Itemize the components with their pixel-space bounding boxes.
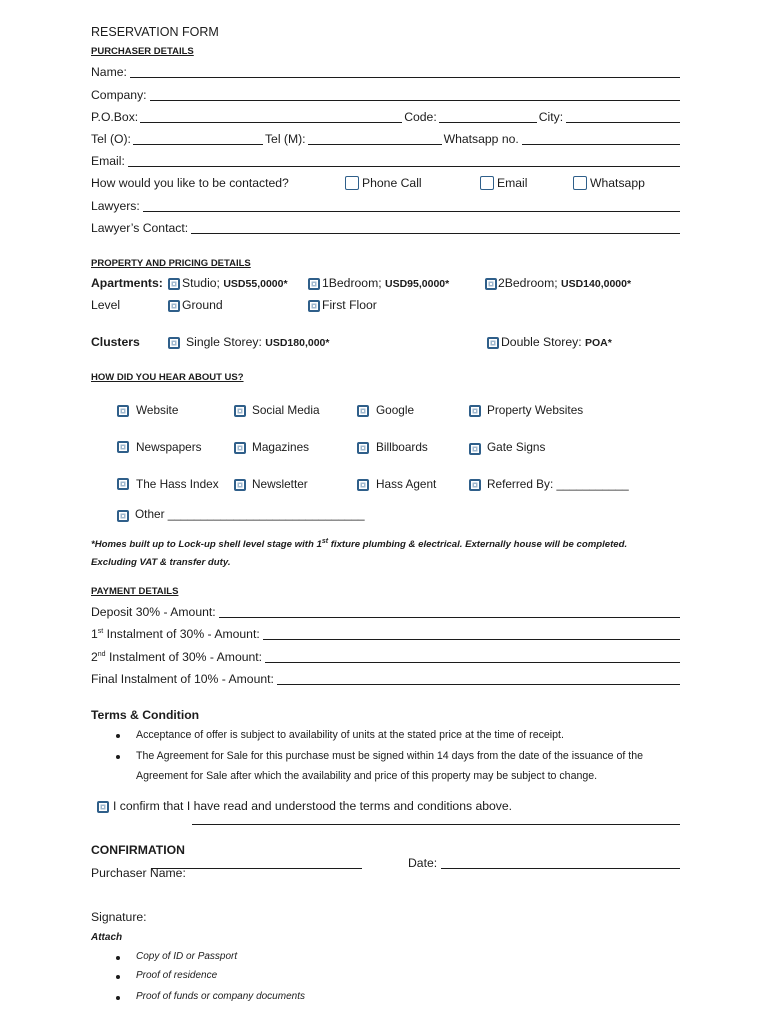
whatsapp-option-label: Whatsapp — [590, 176, 645, 190]
two-bedroom-price: USD140,0000* — [561, 278, 632, 290]
apartments-label: Apartments: — [91, 276, 163, 290]
second-sup: nd — [97, 650, 106, 658]
attach-item-3: Proof of funds or company documents — [136, 991, 305, 1002]
studio-label: Studio; — [182, 276, 220, 290]
name-field[interactable] — [130, 77, 680, 78]
one-bedroom-price: USD95,0000* — [385, 278, 450, 290]
signature-label: Signature: — [91, 910, 147, 924]
single-storey-price: USD180,000* — [265, 337, 330, 349]
clusters-label: Clusters — [91, 335, 140, 349]
first-sup: st — [97, 627, 104, 635]
lawyers-contact-row — [91, 220, 680, 236]
confirm-terms-checkbox[interactable] — [97, 801, 109, 813]
first-instalment-row — [91, 626, 680, 642]
homes-note-line2: Excluding VAT & transfer duty. — [91, 557, 231, 568]
newsletter-checkbox[interactable] — [234, 479, 246, 491]
terms-bullet-2 — [116, 755, 120, 759]
property-websites-checkbox[interactable] — [469, 405, 481, 417]
address-row — [91, 109, 680, 125]
property-websites-label: Property Websites — [487, 403, 584, 417]
lawyers-label: Lawyers: — [91, 199, 140, 213]
date-field[interactable] — [441, 868, 680, 869]
studio-price: USD55,0000* — [223, 278, 288, 290]
email-option-label: Email — [497, 176, 528, 190]
second-instalment-label — [91, 650, 262, 665]
confirmation-heading: CONFIRMATION — [91, 843, 185, 857]
tel-m-field[interactable] — [308, 144, 442, 145]
final-instalment-row — [91, 671, 680, 687]
purchaser-name-field[interactable] — [151, 868, 362, 869]
homes-note-line1 — [91, 539, 627, 551]
email-checkbox[interactable] — [480, 176, 494, 190]
referred-by-checkbox[interactable] — [469, 479, 481, 491]
purchaser-name-label: Purchaser Name: — [91, 866, 186, 880]
billboards-label: Billboards — [376, 440, 428, 454]
attach-label: Attach — [91, 932, 123, 943]
tel-m-label: Tel (M): — [264, 132, 306, 146]
ground-label: Ground — [182, 298, 223, 312]
ground-checkbox[interactable] — [168, 300, 180, 312]
two-bedroom-option — [498, 276, 631, 292]
website-label: Website — [136, 403, 179, 417]
first-text: Instalment of 30% - Amount: — [103, 627, 260, 641]
first-num: 1 — [91, 627, 98, 641]
first-floor-label: First Floor — [322, 298, 377, 312]
email-field[interactable] — [128, 166, 680, 167]
phone-call-checkbox[interactable] — [345, 176, 359, 190]
company-label: Company: — [91, 88, 147, 102]
name-label: Name: — [91, 65, 127, 79]
referred-by-label: Referred By: ___________ — [487, 477, 629, 491]
second-num: 2 — [91, 650, 98, 664]
newsletter-label: Newsletter — [252, 477, 308, 491]
single-storey-checkbox[interactable] — [168, 337, 180, 349]
confirm-terms-text: I confirm that I have read and understood the terms and conditions above. — [113, 799, 513, 813]
whatsapp-label: Whatsapp no. — [443, 132, 519, 146]
hass-agent-checkbox[interactable] — [357, 479, 369, 491]
terms-heading: Terms & Condition — [91, 708, 200, 722]
level-label: Level — [91, 298, 121, 312]
city-field[interactable] — [566, 122, 680, 123]
tel-o-field[interactable] — [133, 144, 263, 145]
billboards-checkbox[interactable] — [357, 442, 369, 454]
social-media-checkbox[interactable] — [234, 405, 246, 417]
two-bedroom-label: 2Bedroom; — [498, 276, 558, 290]
google-label: Google — [376, 403, 415, 417]
two-bedroom-checkbox[interactable] — [485, 278, 497, 290]
deposit-amount-field[interactable] — [219, 617, 680, 618]
lawyers-field[interactable] — [143, 211, 680, 212]
second-text: Instalment of 30% - Amount: — [105, 650, 263, 664]
name-row — [91, 64, 680, 80]
note-line1-a: *Homes built up to Lock-up shell level stage with 1 — [91, 539, 322, 550]
second-instalment-field[interactable] — [265, 662, 680, 663]
single-storey-option — [186, 335, 329, 351]
studio-checkbox[interactable] — [168, 278, 180, 290]
website-checkbox[interactable] — [117, 405, 129, 417]
gate-signs-label: Gate Signs — [487, 440, 546, 454]
double-storey-label: Double Storey: — [501, 335, 582, 349]
lawyers-contact-field[interactable] — [191, 233, 680, 234]
deposit-row — [91, 604, 680, 620]
terms-item-2-line1: The Agreement for Sale for this purchase must be signed within 14 days from the date of the issuance of the — [136, 750, 644, 762]
hass-index-checkbox[interactable] — [117, 478, 129, 490]
code-label: Code: — [404, 110, 437, 124]
contact-question: How would you like to be contacted? — [91, 176, 289, 190]
attach-bullet-1 — [116, 956, 120, 960]
city-label: City: — [538, 110, 564, 124]
second-instalment-row — [91, 649, 680, 665]
magazines-checkbox[interactable] — [234, 442, 246, 454]
terms-item-1: Acceptance of offer is subject to availability of units at the stated price at the time of receipt. — [136, 729, 564, 741]
attach-bullet-3 — [116, 996, 120, 1000]
deposit-label: Deposit 30% - Amount: — [91, 605, 216, 619]
form-title: RESERVATION FORM — [91, 25, 219, 39]
terms-item-2-line2: Agreement for Sale after which the availability and price of this property may be subject to change. — [136, 770, 598, 782]
one-bedroom-checkbox[interactable] — [308, 278, 320, 290]
email-row — [91, 153, 680, 169]
magazines-label: Magazines — [252, 440, 310, 454]
pobox-label: P.O.Box: — [91, 110, 139, 124]
note-line1-b: fixture plumbing & electrical. Externally house will be completed. — [328, 539, 628, 550]
gate-signs-checkbox[interactable] — [469, 443, 481, 455]
double-storey-checkbox[interactable] — [487, 337, 499, 349]
final-instalment-label: Final Instalment of 10% - Amount: — [91, 672, 274, 686]
one-bedroom-label: 1Bedroom; — [322, 276, 382, 290]
note-line1-sup: st — [321, 537, 329, 545]
google-checkbox[interactable] — [357, 405, 369, 417]
whatsapp-field[interactable] — [522, 144, 680, 145]
whatsapp-checkbox[interactable] — [573, 176, 587, 190]
terms-signature-line — [192, 824, 680, 825]
company-row — [91, 87, 680, 103]
social-media-label: Social Media — [252, 403, 320, 417]
purchaser-heading: PURCHASER DETAILS — [91, 46, 194, 57]
attach-bullet-2 — [116, 975, 120, 979]
phone-call-label: Phone Call — [362, 176, 422, 190]
first-floor-checkbox[interactable] — [308, 300, 320, 312]
hass-agent-label: Hass Agent — [376, 477, 437, 491]
final-instalment-field[interactable] — [277, 684, 680, 685]
newspapers-checkbox[interactable] — [117, 441, 129, 453]
company-field[interactable] — [150, 100, 680, 101]
double-storey-price: POA* — [585, 337, 612, 349]
single-storey-label: Single Storey: — [186, 335, 262, 349]
hear-heading: HOW DID YOU HEAR ABOUT US? — [91, 372, 244, 383]
other-label: Other ______________________________ — [135, 507, 365, 521]
double-storey-option — [501, 335, 612, 351]
studio-option — [182, 276, 288, 292]
payment-heading: PAYMENT DETAILS — [91, 586, 179, 597]
attach-item-2: Proof of residence — [136, 970, 218, 981]
newspapers-label: Newspapers — [136, 440, 202, 454]
property-heading: PROPERTY AND PRICING DETAILS — [91, 258, 251, 269]
tel-o-label: Tel (O): — [91, 132, 131, 146]
code-field[interactable] — [439, 122, 537, 123]
other-checkbox[interactable] — [117, 510, 129, 522]
one-bedroom-option — [322, 276, 449, 292]
attach-item-1: Copy of ID or Passport — [136, 951, 238, 962]
lawyers-contact-label: Lawyer’s Contact: — [91, 221, 189, 235]
date-label: Date: — [408, 856, 438, 870]
lawyers-row — [91, 198, 680, 214]
first-instalment-label — [91, 627, 260, 642]
hass-index-label: The Hass Index — [136, 477, 219, 491]
first-instalment-field[interactable] — [263, 639, 680, 640]
terms-bullet-1 — [116, 734, 120, 738]
phone-row — [91, 131, 680, 147]
email-label: Email: — [91, 154, 125, 168]
pobox-field[interactable] — [140, 122, 402, 123]
